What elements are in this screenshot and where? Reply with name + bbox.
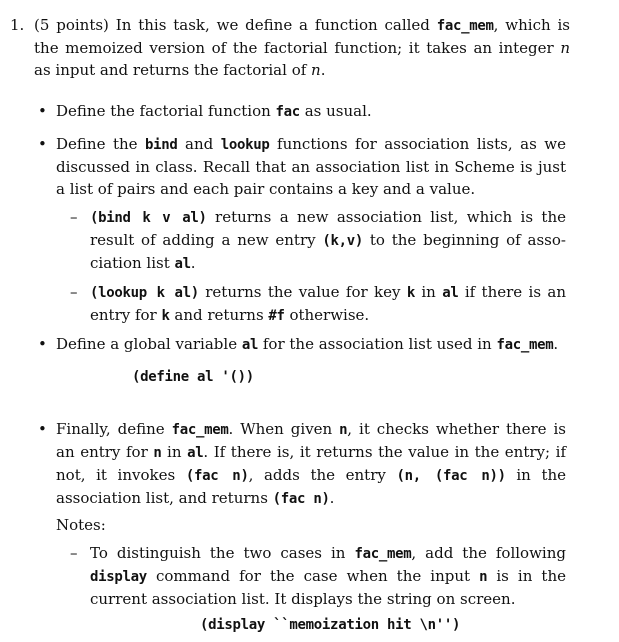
b4-code-entry: (n, (fac n)) — [396, 468, 506, 484]
sub2-code-al: al — [442, 285, 459, 301]
note1-text-d: is in the current association list. It displays the string on screen. — [90, 567, 566, 608]
bullet-dot: • — [38, 102, 47, 120]
b1-text-b: as usual. — [299, 102, 372, 120]
sub1-code-pair: (k,v) — [322, 233, 364, 249]
problem-points: (5 points) — [34, 16, 109, 34]
display-code: (display ``memoization hit \n'') — [200, 617, 461, 633]
b4-text-b: . When given — [228, 420, 340, 438]
bind-lookup-sublist — [56, 206, 566, 327]
b4-text-a: Finally, define — [56, 420, 172, 438]
problem-number: 1. — [10, 16, 25, 34]
note1-code-n: n — [479, 569, 488, 585]
sub-item-lookup — [70, 281, 566, 327]
note1-code-display: display — [90, 569, 147, 585]
sub2-text-e: otherwise. — [284, 306, 370, 324]
bullet-item-fac — [38, 100, 566, 123]
bullet-dot: • — [38, 335, 47, 353]
b4-text-d: in — [161, 443, 188, 461]
note-item-display — [70, 542, 566, 636]
sub2-code-lookup-call: (lookup k al) — [90, 285, 199, 301]
problem-1 — [10, 14, 570, 81]
sub1-code-bind-call: (bind k v al) — [90, 210, 207, 226]
notes-sublist — [56, 542, 566, 636]
b3-text-b: for the association list used in — [258, 335, 497, 353]
dash-mark: – — [70, 544, 78, 562]
b3-code-fac-mem: fac_mem — [496, 337, 554, 353]
sub2-code-k2: k — [161, 308, 170, 324]
b4-text-c: , it checks whether there is an entry for — [56, 420, 566, 461]
sub1-text-c: . — [190, 254, 196, 272]
intro-code-fac-mem: fac_mem — [436, 18, 494, 34]
note1-text-c: command for the case when the input — [146, 567, 480, 585]
bullet-dot: • — [38, 420, 47, 438]
b2-code-bind: bind — [145, 137, 178, 153]
b3-code-al: al — [241, 337, 259, 353]
sub-item-bind — [70, 206, 566, 275]
sub1-text-b: to the beginning of asso-ciation list — [90, 231, 566, 272]
b4-code-fac-n2: (fac n) — [272, 491, 330, 507]
sub2-code-false: #f — [268, 308, 285, 324]
sub2-text-b: in — [415, 283, 443, 301]
b4-text-f: , adds the entry — [248, 466, 397, 484]
b4-code-n2: n — [153, 445, 162, 461]
bullet-item-fac-mem — [38, 418, 567, 636]
problem-intro — [34, 14, 570, 81]
dash-mark: – — [70, 283, 78, 301]
intro-text-a: In this task, we define a function called — [108, 16, 437, 34]
define-al-code: (define al '()) — [132, 369, 254, 385]
b4-text-h: . — [329, 489, 335, 507]
bullet-dot: • — [38, 135, 47, 153]
b2-code-lookup: lookup — [220, 137, 270, 153]
b4-code-fac-n: (fac n) — [185, 468, 249, 484]
note1-text-b: , add the following — [411, 544, 566, 562]
b4-text-e: . If there is, it returns the value in the entry; if not, it invokes — [56, 443, 566, 484]
sub1-text-a: returns a new association list, which is the result of adding a new entry — [90, 208, 566, 249]
b3-text-c: . — [553, 335, 559, 353]
sub1-code-al: al — [174, 256, 191, 272]
dash-mark: – — [70, 208, 78, 226]
b4-text-g: in the association list, and returns — [56, 466, 567, 507]
b2-text-b: and — [177, 135, 221, 153]
b1-code-fac: fac — [275, 104, 300, 120]
intro-text-c: as input and returns the factorial of — [34, 61, 312, 79]
notes-label: Notes: — [56, 516, 106, 534]
intro-text-b: , which is the memoized version of the factorial function; it takes an integer — [34, 16, 570, 57]
task-bullet-list — [38, 100, 567, 642]
b4-code-n: n — [339, 422, 348, 438]
b2-text-a: Define the — [56, 135, 146, 153]
sub2-code-k: k — [406, 285, 415, 301]
intro-var-n2: n — [311, 61, 321, 79]
b2-text-c: functions for association lists, as we discussed in class. Recall that an association list in Scheme is just a list of pairs and each pair contains a key and a value. — [56, 135, 566, 198]
sub2-text-c: if there is an entry for — [90, 283, 566, 324]
note1-text-a: To distinguish the two cases in — [90, 544, 355, 562]
b1-text-a: Define the factorial function — [56, 102, 276, 120]
bullet-item-global-al — [38, 333, 566, 388]
bullet-item-bind-lookup — [38, 133, 566, 327]
b4-code-fac-mem: fac_mem — [171, 422, 229, 438]
intro-text-d: . — [320, 61, 326, 79]
b4-code-al: al — [187, 445, 204, 461]
sub2-text-a: returns the value for key — [198, 283, 407, 301]
intro-var-n1: n — [560, 39, 570, 57]
note1-code-fac-mem: fac_mem — [354, 546, 412, 562]
b3-text-a: Define a global variable — [56, 335, 242, 353]
sub2-text-d: and returns — [169, 306, 269, 324]
